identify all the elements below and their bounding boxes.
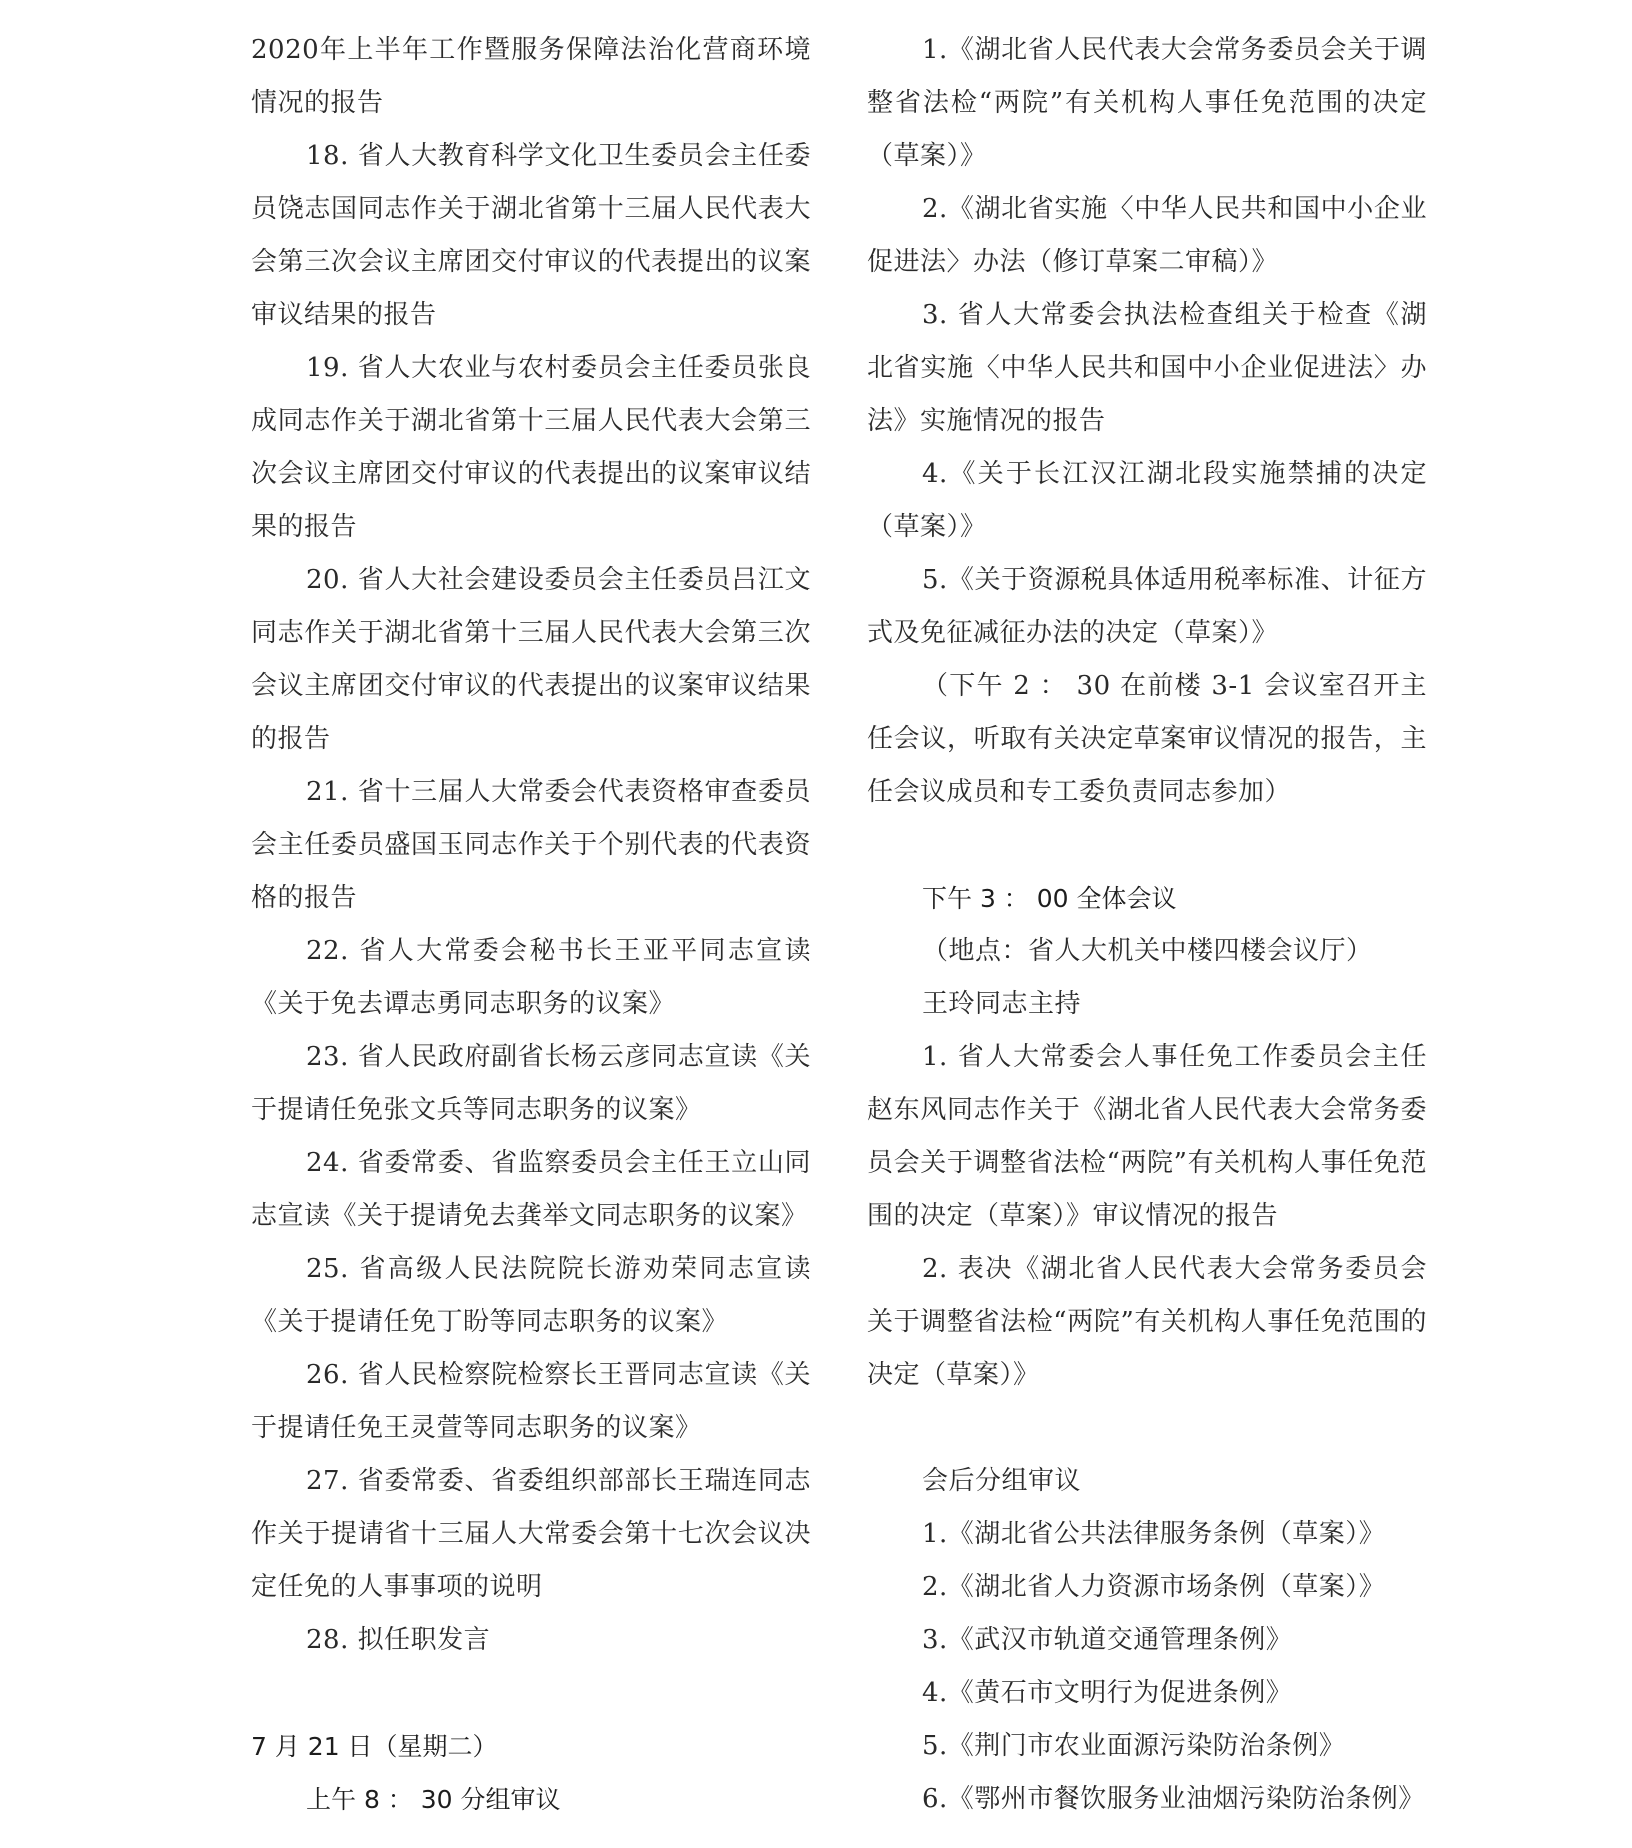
plenary-item-2: 2. 表决《湖北省人民代表大会常务委员会关于调整省法检“两院”有关机构人事任免范围的决定（草案）》 [867, 1254, 1427, 1390]
agenda-item-continued: 2020年上半年工作暨服务保障法治化营商环境情况的报告 [251, 35, 811, 118]
review-item-2: 2.《湖北省实施〈中华人民共和国中小企业促进法〉办法（修订草案二审稿）》 [867, 194, 1427, 277]
morning-session-heading: 上午 8 ： 30 分组审议 [306, 1785, 561, 1814]
post-item-6: 6.《鄂州市餐饮服务业油烟污染防治条例》 [922, 1784, 1425, 1814]
agenda-item-22: 22. 省人大常委会秘书长王亚平同志宣读《关于免去谭志勇同志职务的议案》 [251, 936, 811, 1019]
left-column [251, 24, 811, 1826]
section-spacer [867, 819, 1427, 872]
post-session-heading: 会后分组审议 [922, 1466, 1082, 1496]
post-item-5: 5.《荆门市农业面源污染防治条例》 [922, 1731, 1346, 1761]
review-item-3: 3. 省人大常委会执法检查组关于检查《湖北省实施〈中华人民共和国中小企业促进法〉办法》实施情况的报告 [867, 300, 1427, 436]
review-item-5: 5.《关于资源税具体适用税率标准、计征方式及免征减征办法的决定（草案）》 [867, 565, 1427, 648]
agenda-item-26: 26. 省人民检察院检察长王晋同志宣读《关于提请任免王灵萱等同志职务的议案》 [251, 1360, 811, 1443]
post-item-2: 2.《湖北省人力资源市场条例（草案）》 [922, 1572, 1386, 1602]
meeting-host: 王玲同志主持 [922, 989, 1082, 1019]
section-spacer [867, 1402, 1427, 1455]
agenda-item-25: 25. 省高级人民法院院长游劝荣同志宣读《关于提请任免丁盼等同志职务的议案》 [251, 1254, 811, 1337]
agenda-item-19: 19. 省人大农业与农村委员会主任委员张良成同志作关于湖北省第十三届人民代表大会第三次会议主席团交付审议的代表提出的议案审议结果的报告 [251, 353, 811, 542]
post-item-4: 4.《黄石市文明行为促进条例》 [922, 1678, 1293, 1708]
agenda-item-18: 18. 省人大教育科学文化卫生委员会主任委员饶志国同志作关于湖北省第十三届人民代表大会第三次会议主席团交付审议的代表提出的议案审议结果的报告 [251, 141, 811, 330]
agenda-item-27: 27. 省委常委、省委组织部部长王瑞连同志作关于提请省十三届人大常委会第十七次会议决定任免的人事事项的说明 [251, 1466, 811, 1602]
afternoon-session-heading: 下午 3 ： 00 全体会议 [922, 884, 1177, 913]
section-spacer [251, 1667, 811, 1720]
post-item-3: 3.《武汉市轨道交通管理条例》 [922, 1625, 1293, 1655]
right-column [867, 24, 1427, 1826]
post-item-1: 1.《湖北省公共法律服务条例（草案）》 [922, 1519, 1386, 1549]
date-heading: 7 月 21 日（星期二） [251, 1732, 498, 1761]
agenda-item-23: 23. 省人民政府副省长杨云彦同志宣读《关于提请任免张文兵等同志职务的议案》 [251, 1042, 811, 1125]
plenary-item-1: 1. 省人大常委会人事任免工作委员会主任赵东风同志作关于《湖北省人民代表大会常务委员会关于调整省法检“两院”有关机构人事任免范围的决定（草案）》审议情况的报告 [867, 1042, 1427, 1231]
agenda-item-28: 28. 拟任职发言 [306, 1625, 491, 1655]
agenda-item-24: 24. 省委常委、省监察委员会主任王立山同志宣读《关于提请免去龚举文同志职务的议案》 [251, 1148, 811, 1231]
agenda-item-21: 21. 省十三届人大常委会代表资格审查委员会主任委员盛国玉同志作关于个别代表的代表资格的报告 [251, 777, 811, 913]
director-meeting-note: （下午 2 ： 30 在前楼 3-1 会议室召开主任会议，听取有关决定草案审议情况的报告，主任会议成员和专工委负责同志参加） [867, 671, 1427, 807]
agenda-item-20: 20. 省人大社会建设委员会主任委员吕江文同志作关于湖北省第十三届人民代表大会第三次会议主席团交付审议的代表提出的议案审议结果的报告 [251, 565, 811, 754]
review-item-1: 1.《湖北省人民代表大会常务委员会关于调整省法检“两院”有关机构人事任免范围的决定（草案）》 [867, 35, 1427, 171]
meeting-location: （地点：省人大机关中楼四楼会议厅） [922, 936, 1373, 966]
review-item-4: 4.《关于长江汉江湖北段实施禁捕的决定（草案）》 [867, 459, 1427, 542]
